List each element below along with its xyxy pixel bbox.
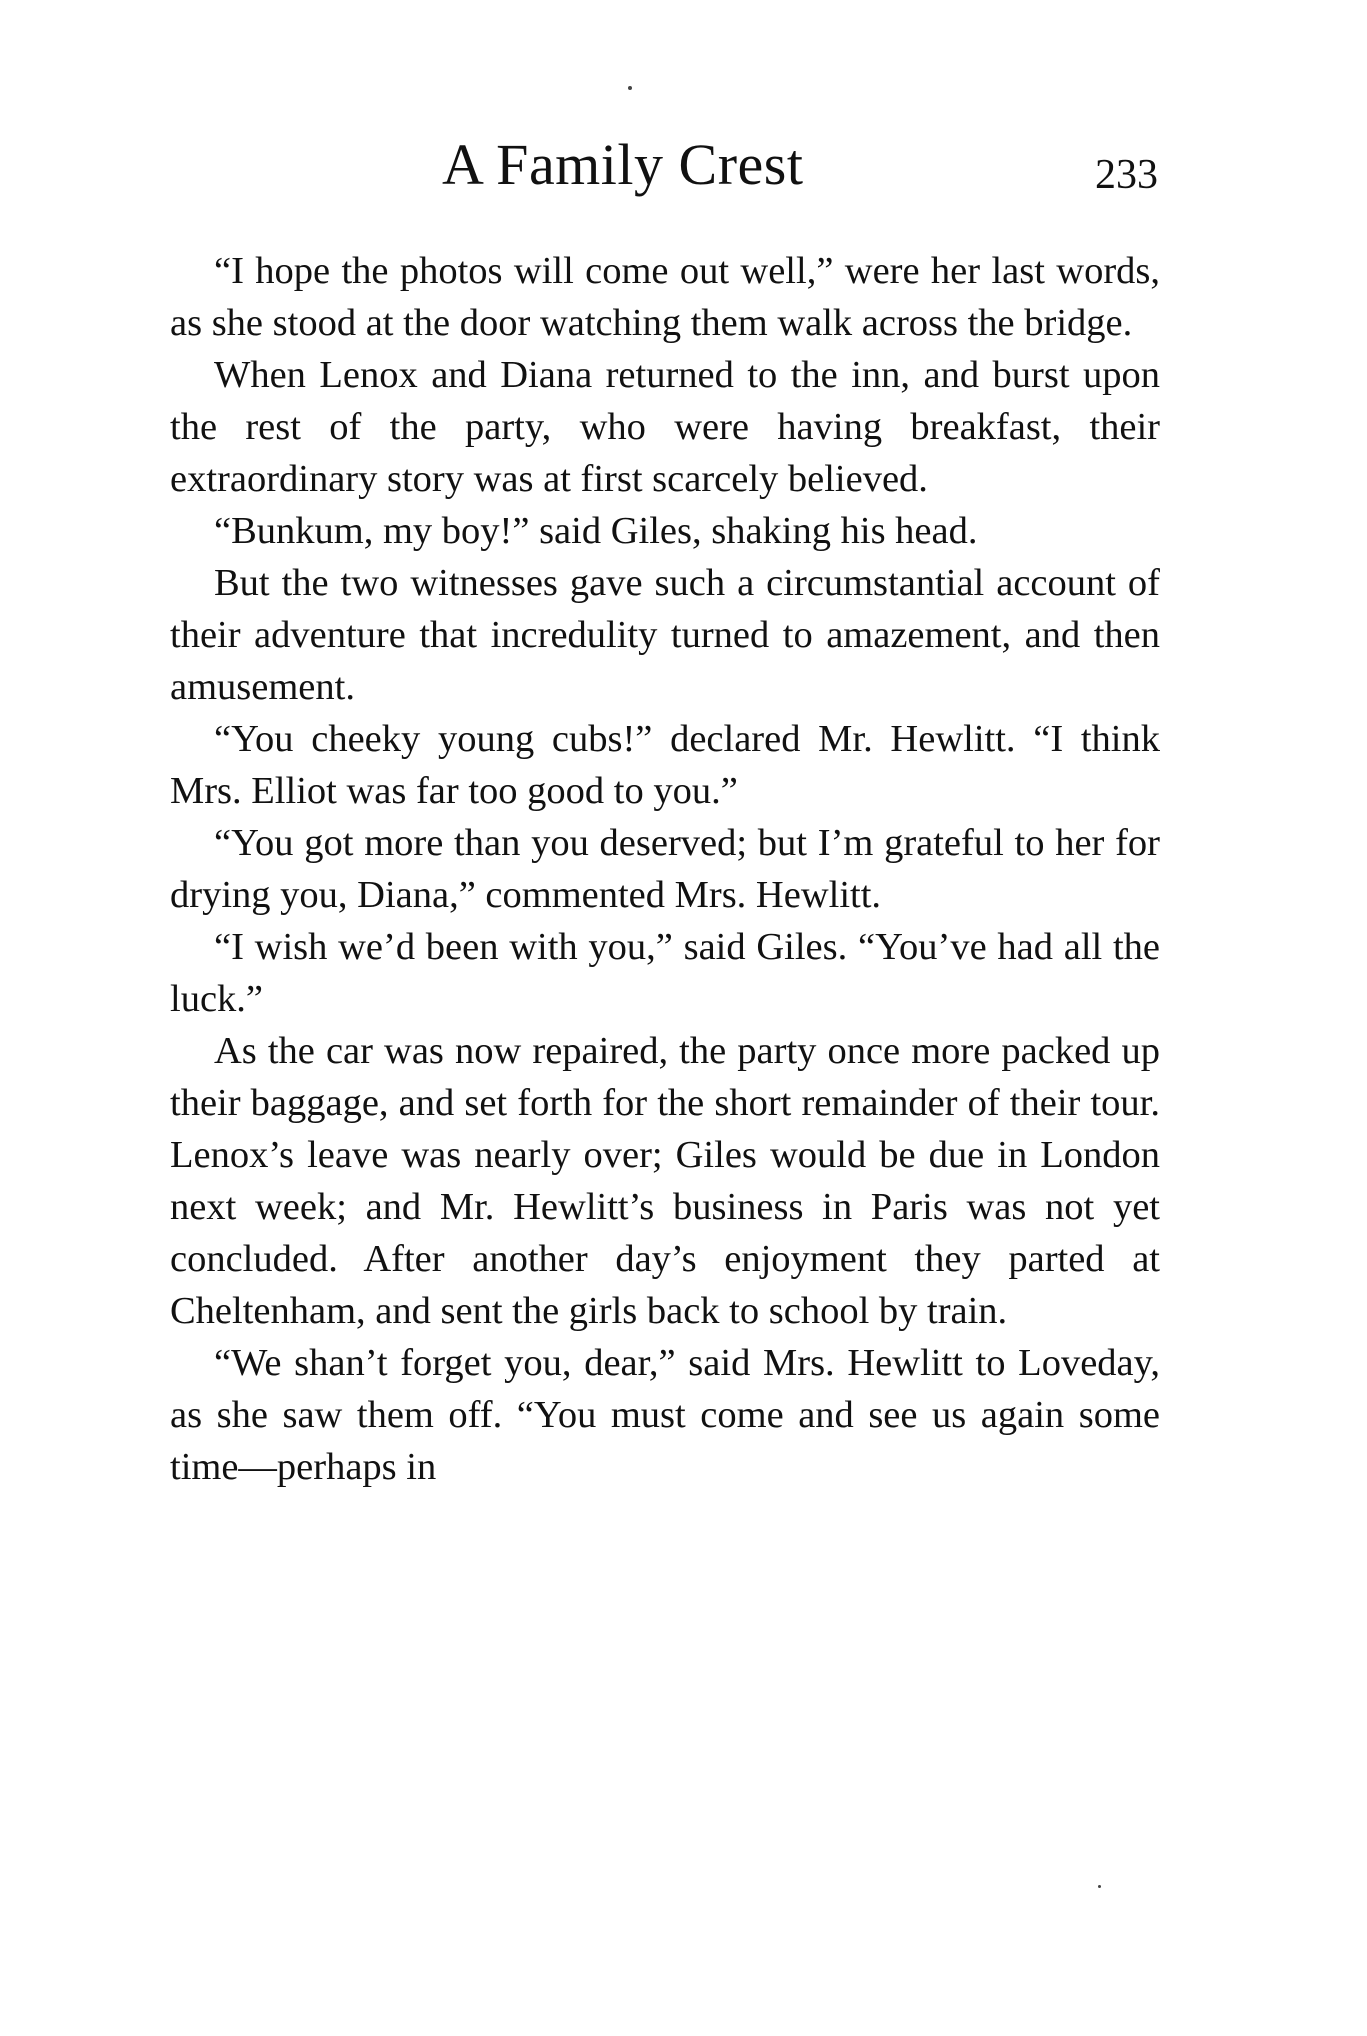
print-speck xyxy=(1098,1885,1101,1888)
paragraph-9: “We shan’t forget you, dear,” said Mrs. Hewlitt to Loveday, as she saw them off. “You must come and see us again some time—perhaps in xyxy=(170,1342,1160,1488)
paragraph-5: “You cheeky young cubs!” declared Mr. Hewlitt. “I think Mrs. Elliot was far too good to you.” xyxy=(170,718,1160,812)
paragraph-7: “I wish we’d been with you,” said Giles. “You’ve had all the luck.” xyxy=(170,926,1160,1020)
running-head xyxy=(170,130,1170,210)
running-title: A Family Crest xyxy=(442,132,804,197)
page-number: 233 xyxy=(1095,152,1158,198)
paragraph-1: “I hope the photos will come out well,” were her last words, as she stood at the door watching them walk across the bridge. xyxy=(170,250,1160,344)
paragraph-6: “You got more than you deserved; but I’m grateful to her for drying you, Diana,” commented Mrs. Hewlitt. xyxy=(170,822,1160,916)
paragraph-4: But the two witnesses gave such a circumstantial account of their adventure that incredulity turned to amazement, and then amusement. xyxy=(170,562,1160,708)
paragraph-2: When Lenox and Diana returned to the inn, and burst upon the rest of the party, who were having breakfast, their extraordinary story was at first scarcely believed. xyxy=(170,354,1160,500)
body-text xyxy=(170,245,1160,1493)
paragraph-3: “Bunkum, my boy!” said Giles, shaking his head. xyxy=(214,510,978,552)
paragraph-8: As the car was now repaired, the party once more packed up their baggage, and set forth for the short remainder of their tour. Lenox’s leave was nearly over; Giles would be due in London next week; and Mr. Hewlitt’s business in Paris was not yet concluded. After another day’s enjoyment they parted at Cheltenham, and sent the girls back to school by train. xyxy=(170,1030,1160,1332)
print-speck xyxy=(628,86,632,90)
